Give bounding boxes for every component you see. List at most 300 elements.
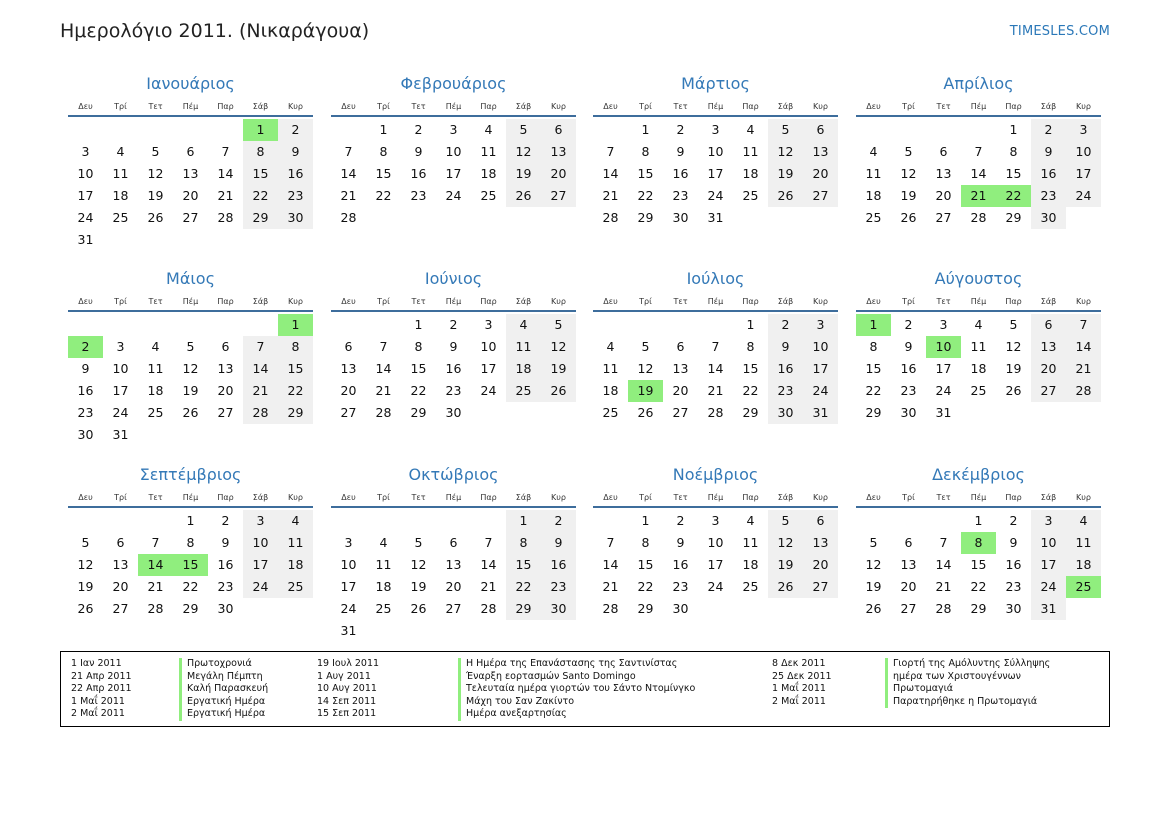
day-cell: 17 [707, 166, 724, 181]
holiday-date: 14 Σεπ 2011 [317, 695, 377, 707]
month-block [856, 464, 1101, 620]
day-cell: 30 [672, 601, 689, 616]
month-name: Φεβρουάριος [400, 74, 507, 93]
holiday-dates-col-2 [317, 658, 379, 721]
day-cell: 16 [768, 358, 803, 380]
day-cell: 26 [865, 601, 882, 616]
holiday-dates-col-1 [71, 658, 132, 721]
day-grid [331, 510, 576, 642]
holiday-name: Μεγάλη Πέμπτη [179, 671, 268, 684]
holiday-day-cell: 19 [628, 380, 663, 402]
weekday-label: Δευ [341, 297, 356, 306]
day-cell: 13 [340, 361, 357, 376]
day-cell: 31 [340, 623, 357, 638]
holiday-name: Τελευταία ημέρα γιορτών του Σάντο Ντομίνγκο [458, 683, 695, 696]
day-cell: 27 [217, 405, 234, 420]
weekday-label: Πέμ [445, 297, 462, 306]
day-cell: 12 [637, 361, 654, 376]
day-cell: 1 [641, 513, 650, 528]
day-cell: 29 [970, 601, 987, 616]
day-cell: 12 [182, 361, 199, 376]
weekday-label: Πέμ [445, 102, 462, 111]
day-cell: 9 [541, 532, 576, 554]
month-block [593, 268, 838, 424]
day-cell: 25 [480, 188, 497, 203]
day-cell: 6 [803, 119, 838, 141]
day-cell: 1 [746, 317, 755, 332]
day-cell: 8 [746, 339, 755, 354]
day-grid [856, 510, 1101, 620]
day-cell: 25 [375, 601, 392, 616]
month-name: Δεκέμβριος [932, 465, 1025, 484]
day-cell: 12 [1005, 339, 1022, 354]
holiday-date: 25 Δεκ 2011 [772, 670, 832, 682]
day-cell: 11 [278, 532, 313, 554]
weekday-label: Παρ [480, 493, 497, 502]
day-cell: 30 [672, 210, 689, 225]
day-cell: 22 [506, 576, 541, 598]
day-cell: 6 [803, 510, 838, 532]
holiday-name: Παρατηρήθηκε η Πρωτομαγιά [885, 696, 1050, 709]
holiday-name: Πρωτοχρονιά [179, 658, 268, 671]
day-cell: 4 [746, 513, 755, 528]
day-cell: 5 [151, 144, 160, 159]
day-cell: 6 [186, 144, 195, 159]
day-cell: 7 [243, 336, 278, 358]
weekday-label: Τετ [936, 102, 951, 111]
month-block [856, 268, 1101, 424]
day-cell: 15 [243, 163, 278, 185]
day-cell: 24 [1066, 185, 1101, 207]
day-cell: 10 [243, 532, 278, 554]
day-cell: 9 [81, 361, 90, 376]
day-cell: 1 [379, 122, 388, 137]
day-cell: 29 [182, 601, 199, 616]
day-cell: 17 [243, 554, 278, 576]
weekday-label: Σάβ [515, 102, 532, 111]
day-cell: 18 [480, 166, 497, 181]
day-cell: 21 [602, 188, 619, 203]
weekday-label: Τρί [377, 297, 390, 306]
day-cell: 6 [221, 339, 230, 354]
day-cell: 26 [147, 210, 164, 225]
day-cell: 4 [278, 510, 313, 532]
weekday-label: Κυρ [813, 493, 828, 502]
day-cell: 28 [707, 405, 724, 420]
day-cell: 1 [506, 510, 541, 532]
weekday-label: Πέμ [707, 102, 724, 111]
day-cell: 14 [217, 166, 234, 181]
holiday-day-cell: 22 [996, 185, 1031, 207]
day-cell: 8 [379, 144, 388, 159]
weekday-label: Κυρ [813, 102, 828, 111]
day-cell: 9 [904, 339, 913, 354]
day-cell: 16 [217, 557, 234, 572]
day-cell: 13 [803, 141, 838, 163]
weekday-label: Τετ [411, 297, 426, 306]
day-cell: 14 [1066, 336, 1101, 358]
day-cell: 24 [480, 383, 497, 398]
weekday-label: Πέμ [182, 102, 199, 111]
day-cell: 17 [445, 166, 462, 181]
holiday-date: 21 Απρ 2011 [71, 670, 132, 682]
weekday-label: Παρ [480, 297, 497, 306]
weekday-label: Παρ [1005, 102, 1022, 111]
weekday-label: Παρ [1005, 297, 1022, 306]
day-cell: 7 [379, 339, 388, 354]
day-cell: 24 [77, 210, 94, 225]
month-name: Οκτώβριος [408, 465, 499, 484]
day-cell: 27 [112, 601, 129, 616]
day-cell: 2 [768, 314, 803, 336]
day-cell: 1 [974, 513, 983, 528]
month-block [856, 73, 1101, 229]
day-cell: 1 [414, 317, 423, 332]
day-cell: 6 [344, 339, 353, 354]
day-cell: 10 [340, 557, 357, 572]
day-cell: 17 [77, 188, 94, 203]
holiday-day-cell: 25 [1066, 576, 1101, 598]
day-cell: 24 [803, 380, 838, 402]
day-cell: 9 [676, 535, 685, 550]
day-cell: 16 [541, 554, 576, 576]
month-name: Ιανουάριος [146, 74, 235, 93]
day-cell: 24 [707, 188, 724, 203]
day-cell: 10 [112, 361, 129, 376]
day-cell: 1 [641, 122, 650, 137]
day-cell: 13 [803, 532, 838, 554]
day-cell: 5 [904, 144, 913, 159]
day-cell: 18 [112, 188, 129, 203]
day-cell: 7 [484, 535, 493, 550]
weekday-header [593, 296, 838, 312]
day-cell: 28 [1066, 380, 1101, 402]
day-cell: 2 [414, 122, 423, 137]
day-cell: 10 [77, 166, 94, 181]
day-cell: 21 [375, 383, 392, 398]
month-name: Σεπτέμβριος [139, 465, 242, 484]
day-cell: 19 [768, 554, 803, 576]
day-cell: 3 [116, 339, 125, 354]
day-cell: 12 [865, 557, 882, 572]
day-cell: 9 [414, 144, 423, 159]
day-cell: 14 [602, 166, 619, 181]
weekday-label: Τρί [114, 493, 127, 502]
holiday-names-col-1 [179, 658, 268, 721]
day-cell: 9 [449, 339, 458, 354]
weekday-label: Τετ [936, 493, 951, 502]
holiday-date: 8 Δεκ 2011 [772, 658, 826, 669]
day-cell: 21 [147, 579, 164, 594]
day-cell: 8 [869, 339, 878, 354]
day-cell: 27 [803, 576, 838, 598]
weekday-label: Τρί [639, 297, 652, 306]
day-cell: 9 [1031, 141, 1066, 163]
holiday-date: 1 Ιαν 2011 [71, 658, 122, 669]
holiday-name: Γιορτή της Αμόλυντης Σύλληψης [885, 658, 1050, 671]
weekday-label: Τετ [673, 102, 688, 111]
day-cell: 9 [278, 141, 313, 163]
holiday-day-cell: 1 [856, 314, 891, 336]
weekday-label: Πέμ [182, 493, 199, 502]
day-cell: 3 [939, 317, 948, 332]
day-cell: 26 [182, 405, 199, 420]
weekday-header [68, 492, 313, 508]
day-cell: 11 [375, 557, 392, 572]
day-cell: 19 [768, 163, 803, 185]
month-name: Μάιος [166, 269, 215, 288]
weekday-label: Κυρ [1076, 102, 1091, 111]
day-cell: 26 [768, 185, 803, 207]
day-cell: 21 [243, 380, 278, 402]
day-cell: 3 [711, 122, 720, 137]
day-cell: 22 [278, 380, 313, 402]
day-cell: 20 [803, 554, 838, 576]
day-cell: 12 [900, 166, 917, 181]
day-cell: 19 [900, 188, 917, 203]
day-cell: 12 [77, 557, 94, 572]
holiday-day-cell: 8 [961, 532, 996, 554]
day-cell: 27 [900, 601, 917, 616]
weekday-label: Κυρ [1076, 297, 1091, 306]
day-cell: 29 [278, 402, 313, 424]
holiday-name: Έναρξη εορτασμών Santo Domingo [458, 671, 695, 684]
month-name: Απρίλιος [943, 74, 1014, 93]
weekday-header [331, 492, 576, 508]
month-name: Νοέμβριος [672, 465, 759, 484]
day-cell: 11 [865, 166, 882, 181]
day-cell: 5 [414, 535, 423, 550]
month-block [331, 73, 576, 229]
day-cell: 13 [112, 557, 129, 572]
weekday-label: Δευ [603, 102, 618, 111]
day-cell: 23 [217, 579, 234, 594]
weekday-label: Παρ [217, 297, 234, 306]
month-block [593, 73, 838, 229]
day-cell: 7 [606, 144, 615, 159]
day-cell: 28 [602, 210, 619, 225]
day-grid [331, 314, 576, 424]
day-cell: 24 [112, 405, 129, 420]
day-cell: 14 [243, 358, 278, 380]
weekday-label: Κυρ [551, 102, 566, 111]
day-cell: 20 [217, 383, 234, 398]
day-cell: 3 [803, 314, 838, 336]
day-cell: 5 [186, 339, 195, 354]
day-cell: 18 [375, 579, 392, 594]
day-cell: 29 [410, 405, 427, 420]
day-cell: 17 [340, 579, 357, 594]
day-cell: 28 [340, 210, 357, 225]
holiday-date: 1 Μαΐ 2011 [71, 695, 125, 707]
day-cell: 27 [1031, 380, 1066, 402]
weekday-label: Τετ [148, 493, 163, 502]
day-cell: 8 [641, 535, 650, 550]
day-cell: 3 [711, 513, 720, 528]
day-cell: 24 [340, 601, 357, 616]
day-cell: 29 [1005, 210, 1022, 225]
day-cell: 2 [541, 510, 576, 532]
holiday-name: Εργατική Ημέρα [179, 708, 268, 721]
day-cell: 11 [506, 336, 541, 358]
day-cell: 31 [935, 405, 952, 420]
day-cell: 17 [707, 557, 724, 572]
day-cell: 23 [278, 185, 313, 207]
day-cell: 23 [541, 576, 576, 598]
day-cell: 3 [243, 510, 278, 532]
day-cell: 12 [768, 141, 803, 163]
day-cell: 21 [340, 188, 357, 203]
day-cell: 28 [935, 601, 952, 616]
day-cell: 2 [221, 513, 230, 528]
day-cell: 11 [602, 361, 619, 376]
day-cell: 7 [711, 339, 720, 354]
day-cell: 20 [445, 579, 462, 594]
day-cell: 28 [217, 210, 234, 225]
day-cell: 25 [506, 380, 541, 402]
day-cell: 27 [803, 185, 838, 207]
day-cell: 8 [186, 535, 195, 550]
day-cell: 7 [939, 535, 948, 550]
day-cell: 27 [672, 405, 689, 420]
weekday-label: Παρ [1005, 493, 1022, 502]
weekday-label: Τετ [148, 297, 163, 306]
day-cell: 6 [541, 119, 576, 141]
holiday-name: Η Ημέρα της Επανάστασης της Σαντινίστας [458, 658, 695, 671]
day-cell: 15 [637, 166, 654, 181]
day-cell: 29 [506, 598, 541, 620]
day-cell: 13 [900, 557, 917, 572]
day-cell: 10 [1031, 532, 1066, 554]
day-cell: 18 [742, 166, 759, 181]
day-cell: 8 [243, 141, 278, 163]
day-cell: 3 [484, 317, 493, 332]
weekday-label: Σάβ [1040, 493, 1057, 502]
day-cell: 23 [1031, 185, 1066, 207]
day-cell: 13 [935, 166, 952, 181]
day-cell: 16 [77, 383, 94, 398]
day-cell: 18 [970, 361, 987, 376]
day-cell: 31 [707, 210, 724, 225]
day-cell: 22 [375, 188, 392, 203]
day-cell: 19 [182, 383, 199, 398]
month-name: Ιούνιος [424, 269, 483, 288]
day-cell: 24 [1031, 576, 1066, 598]
day-cell: 30 [900, 405, 917, 420]
day-cell: 23 [900, 383, 917, 398]
weekday-label: Σάβ [515, 493, 532, 502]
weekday-label: Παρ [217, 102, 234, 111]
day-cell: 29 [637, 210, 654, 225]
day-cell: 28 [480, 601, 497, 616]
weekday-label: Τρί [639, 102, 652, 111]
day-cell: 11 [480, 144, 497, 159]
day-cell: 26 [77, 601, 94, 616]
day-cell: 10 [803, 336, 838, 358]
site-link[interactable]: TIMESLES.COM [1009, 24, 1110, 39]
day-cell: 11 [742, 535, 759, 550]
day-cell: 14 [602, 557, 619, 572]
day-cell: 21 [935, 579, 952, 594]
month-block [593, 464, 838, 620]
day-cell: 15 [865, 361, 882, 376]
day-cell: 19 [541, 358, 576, 380]
day-cell: 2 [904, 317, 913, 332]
day-cell: 24 [445, 188, 462, 203]
day-cell: 23 [410, 188, 427, 203]
day-cell: 29 [742, 405, 759, 420]
day-cell: 30 [1031, 207, 1066, 229]
day-grid [331, 119, 576, 229]
weekday-label: Δευ [78, 493, 93, 502]
day-cell: 30 [445, 405, 462, 420]
month-name: Ιούλιος [686, 269, 745, 288]
day-cell: 4 [116, 144, 125, 159]
day-cell: 19 [1005, 361, 1022, 376]
day-cell: 6 [676, 339, 685, 354]
day-cell: 22 [637, 579, 654, 594]
day-cell: 10 [707, 144, 724, 159]
day-grid [68, 314, 313, 446]
day-cell: 16 [410, 166, 427, 181]
day-grid [856, 119, 1101, 229]
day-cell: 23 [445, 383, 462, 398]
holiday-name: Πρωτομαγιά [885, 683, 1050, 696]
weekday-label: Σάβ [252, 297, 269, 306]
weekday-label: Πέμ [707, 493, 724, 502]
day-cell: 3 [344, 535, 353, 550]
day-cell: 30 [217, 601, 234, 616]
weekday-label: Πέμ [182, 297, 199, 306]
day-cell: 25 [970, 383, 987, 398]
day-cell: 22 [243, 185, 278, 207]
day-cell: 20 [182, 188, 199, 203]
holiday-date: 19 Ιουλ 2011 [317, 658, 380, 669]
holiday-date: 22 Απρ 2011 [71, 683, 132, 695]
holiday-date: 15 Σεπ 2011 [317, 708, 377, 720]
day-cell: 17 [935, 361, 952, 376]
weekday-label: Τετ [411, 493, 426, 502]
weekday-header [331, 296, 576, 312]
weekday-label: Τετ [673, 493, 688, 502]
weekday-label: Κυρ [1076, 493, 1091, 502]
day-cell: 5 [506, 119, 541, 141]
day-cell: 18 [278, 554, 313, 576]
day-cell: 7 [151, 535, 160, 550]
weekday-label: Παρ [742, 493, 759, 502]
day-cell: 5 [768, 510, 803, 532]
day-cell: 5 [1009, 317, 1018, 332]
day-cell: 18 [506, 358, 541, 380]
weekday-header [331, 101, 576, 117]
day-cell: 7 [221, 144, 230, 159]
day-cell: 12 [506, 141, 541, 163]
day-cell: 16 [672, 166, 689, 181]
day-cell: 26 [506, 185, 541, 207]
day-grid [68, 119, 313, 251]
month-block [331, 464, 576, 642]
day-cell: 21 [217, 188, 234, 203]
day-cell: 23 [77, 405, 94, 420]
day-cell: 11 [1066, 532, 1101, 554]
day-cell: 17 [803, 358, 838, 380]
weekday-label: Πέμ [970, 493, 987, 502]
day-cell: 30 [768, 402, 803, 424]
day-cell: 14 [707, 361, 724, 376]
day-cell: 15 [637, 557, 654, 572]
day-cell: 13 [445, 557, 462, 572]
day-cell: 30 [278, 207, 313, 229]
